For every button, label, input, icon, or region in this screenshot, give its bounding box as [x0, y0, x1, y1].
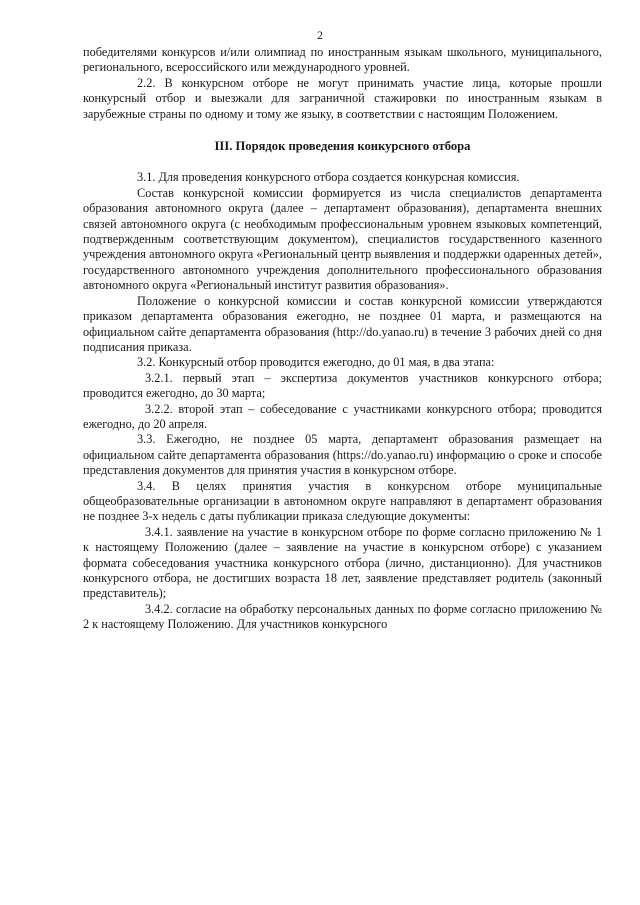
section-title: III. Порядок проведения конкурсного отбора: [214, 139, 471, 154]
paragraph-3-3: 3.3. Ежегодно, не позднее 05 марта, департамент образования размещает на официальном сайте департамента образования (https://do.yanao.ru) информацию о сроке и способе представления документов для принятия участия в конкурсном отборе.: [83, 432, 602, 478]
paragraph-2-2: 2.2. В конкурсном отборе не могут принимать участие лица, которые прошли конкурсный отбор и выезжали для заграничной стажировки по иностранным языкам в зарубежные страны по одному и тому же языку, в соответствии с настоящим Положением.: [83, 75, 602, 121]
paragraph-3-4-2: 3.4.2. согласие на обработку персональных данных по форме согласно приложению № 2 к настоящему Положению. Для участников конкурсного: [83, 601, 602, 632]
paragraph-3-2: 3.2. Конкурсный отбор проводится ежегодно, до 01 мая, в два этапа:: [137, 355, 495, 370]
paragraph-3-2-1: 3.2.1. первый этап – экспертиза документов участников конкурсного отбора; проводится ежегодно, до 30 марта;: [83, 370, 602, 401]
page-number: 2: [317, 28, 323, 42]
paragraph-commission-composition: Состав конкурсной комиссии формируется из числа специалистов департамента образования автономного округа (далее – департамент образования), департамента внешних связей автономного округа (с необходимым профессиональным уровнем языковых компетенций, подтвержденным соответствующим документом), специалистов государственного казенного учреждения автономного округа «Региональный центр выявления и поддержки одаренных детей», государственного автономного учреждения дополнительного профессионального образования автономного округа «Региональный институт развития образования».: [83, 185, 602, 293]
paragraph-3-4-1: 3.4.1. заявление на участие в конкурсном отборе по форме согласно приложению № 1 к настоящему Положению (далее – заявление на участие в конкурсном отборе) с указанием формата собеседования участника конкурсного отбора (лично, дистанционно). Для участников конкурсного отбора, не достигших возраста 18 лет, заявление представляет родитель (законный представитель);: [83, 524, 602, 601]
paragraph-3-4: 3.4. В целях принятия участия в конкурсном отборе муниципальные общеобразовательные организации в автономном округе направляют в департамент образования не позднее 3-х недель с даты публикации приказа следующие документы:: [83, 478, 602, 524]
document-body: [83, 45, 602, 633]
paragraph-3-2-2: 3.2.2. второй этап – собеседование с участниками конкурсного отбора; проводится ежегодно, до 20 апреля.: [83, 401, 602, 431]
paragraph-continuation: победителями конкурсов и/или олимпиад по иностранным языкам школьного, муниципального, регионального, всероссийского или международного уровней.: [83, 45, 602, 75]
paragraph-3-1: 3.1. Для проведения конкурсного отбора создается конкурсная комиссия.: [137, 170, 520, 185]
paragraph-commission-regulation: Положение о конкурсной комиссии и состав конкурсной комиссии утверждаются приказом департамента образования ежегодно, не позднее 01 марта, и размещаются на официальном сайте департамента образования (http://do.yanao.ru) в течение 3 рабочих дней со дня подписания приказа.: [83, 293, 602, 354]
